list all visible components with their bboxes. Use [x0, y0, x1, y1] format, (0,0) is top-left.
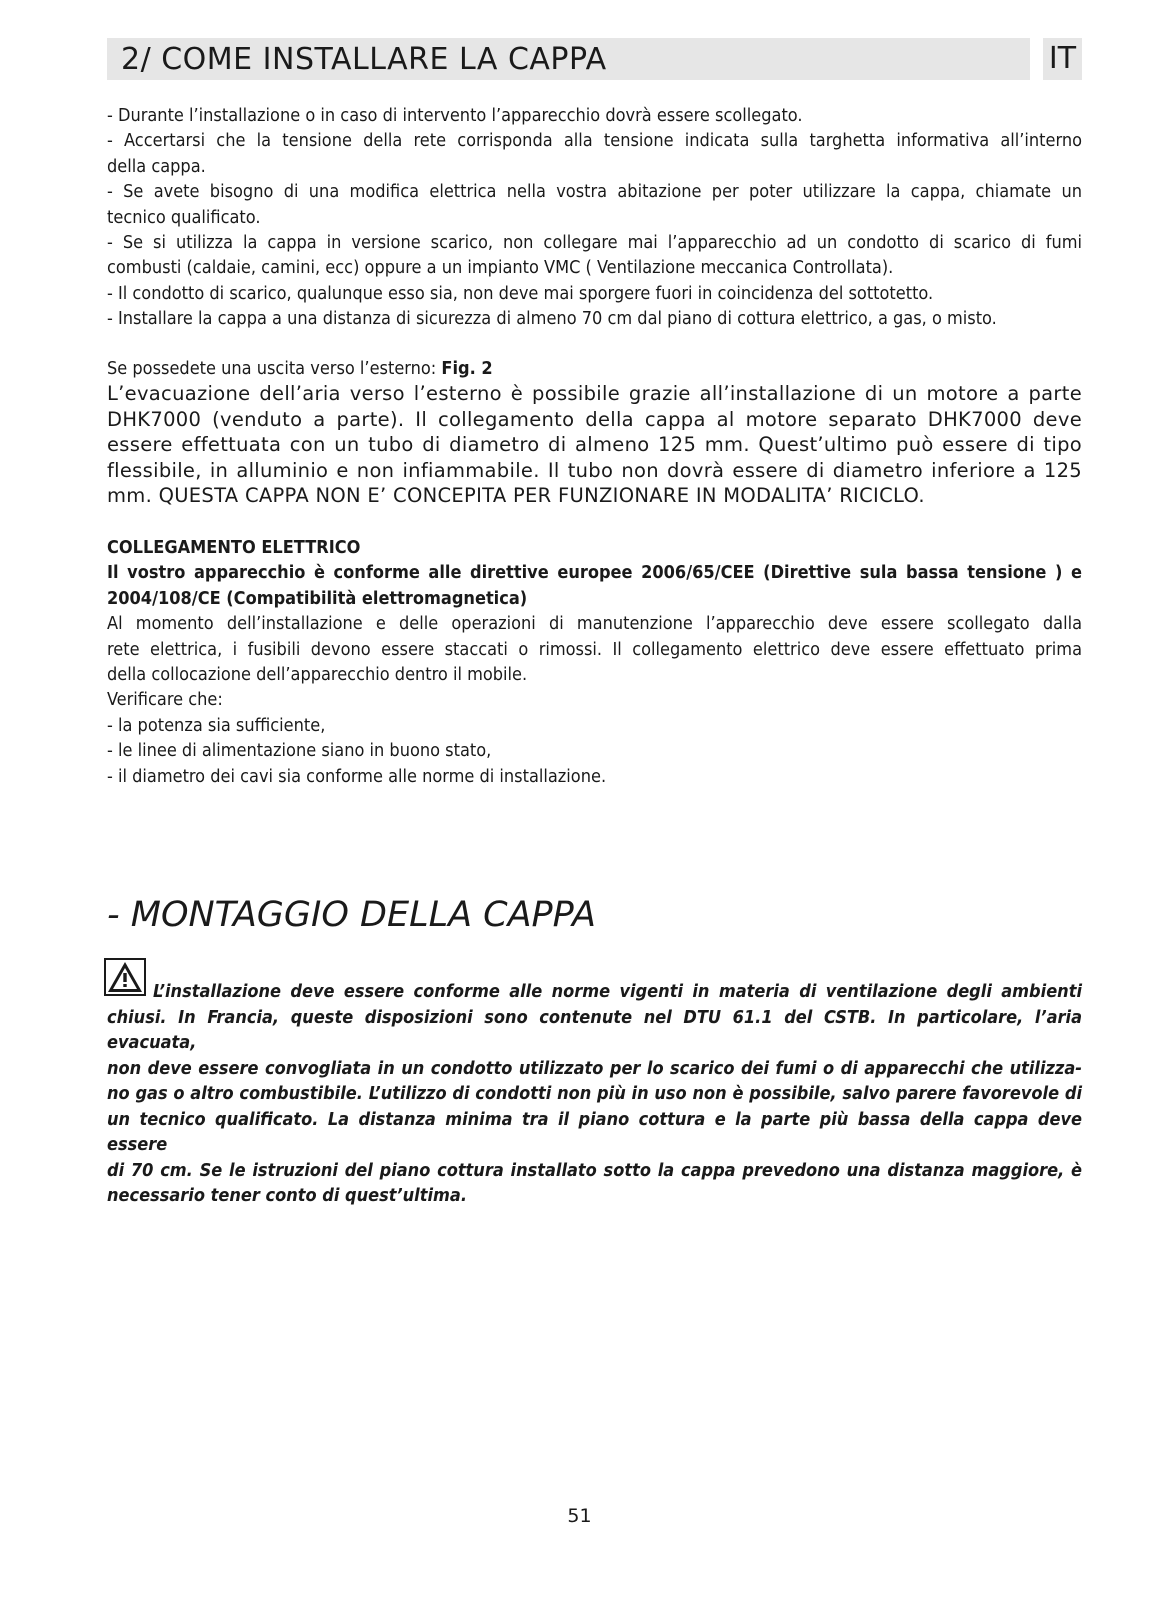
page-number: 51 — [567, 1505, 592, 1527]
warning-line: non deve essere convogliata in un condotto utilizzato per lo scarico dei fumi o di apparecchi che utilizza- — [107, 1057, 1082, 1079]
exterior-intro-text: Se possedete una uscita verso l’esterno: — [107, 358, 442, 379]
mounting-heading: - MONTAGGIO DELLA CAPPA — [107, 895, 596, 935]
warning-line: no gas o altro combustibile. L’utilizzo di condotti non più in uso non è possibile, salvo parere favorevole di — [107, 1083, 1082, 1104]
paragraph-line: L’evacuazione dell’aria verso l’esterno è possibile grazie all’installazione di un motore a parte — [107, 382, 1082, 405]
exterior-outlet-intro — [107, 356, 1082, 381]
paragraph-line: flessibile, in alluminio e non infiammabile. Il tubo non dovrà essere di diametro inferiore a 125 — [107, 458, 1082, 482]
paragraph-line: essere effettuata con un tubo di diametro di almeno 125 mm. Quest’ultimo può essere di tipo — [107, 433, 1082, 457]
instruction-line: - Se avete bisogno di una modifica elettrica nella vostra abitazione per poter utilizzare la cappa, chiamate un — [107, 181, 1082, 203]
instruction-line: - Accertarsi che la tensione della rete corrisponda alla tensione indicata sulla targhetta informativa all’interno — [107, 130, 1082, 152]
language-tag — [1043, 38, 1082, 80]
mounting-warning — [107, 979, 1082, 1209]
electrical-line: Verificare che: — [107, 689, 223, 711]
figure-reference: Fig. 2 — [441, 358, 493, 379]
electrical-line: rete elettrica, i fusibili devono essere staccati o rimossi. Il collegamento elettrico deve essere effettuato prima — [107, 638, 1082, 660]
instruction-line: - Installare la cappa a una distanza di sicurezza di almeno 70 cm dal piano di cottura elettrico, a gas, o misto. — [107, 308, 997, 330]
checklist-item: - le linee di alimentazione siano in buono stato, — [107, 740, 492, 762]
compliance-line: Il vostro apparecchio è conforme alle direttive europee 2006/65/CEE (Direttive sula bassa tensione ) e — [107, 562, 1082, 584]
section-title: 2/ COME INSTALLARE LA CAPPA — [121, 42, 607, 77]
instruction-line: - Il condotto di scarico, qualunque esso sia, non deve mai sporgere fuori in coincidenza del sottotetto. — [107, 282, 934, 304]
warning-line: necessario tener conto di quest’ultima. — [107, 1185, 467, 1206]
instruction-line: - Durante l’installazione o in caso di intervento l’apparecchio dovrà essere scollegato. — [107, 105, 803, 126]
electrical-section — [107, 535, 1082, 789]
exterior-paragraph — [107, 381, 1082, 509]
paragraph-line: DHK7000 (venduto a parte). Il collegamento della cappa al motore separato DHK7000 deve — [107, 407, 1082, 431]
section-header — [107, 38, 1082, 80]
instruction-line: combusti (caldaie, camini, ecc) oppure a un impianto VMC ( Ventilazione meccanica Controllata). — [107, 257, 894, 279]
electrical-line: Al momento dell’installazione e delle operazioni di manutenzione l’apparecchio deve essere scollegato dalla — [107, 613, 1082, 635]
instruction-line: - Se si utilizza la cappa in versione scarico, non collegare mai l’apparecchio ad un condotto di scarico di fumi — [107, 232, 1082, 254]
electrical-line: della collocazione dell’apparecchio dentro il mobile. — [107, 664, 528, 686]
warning-line: un tecnico qualificato. La distanza minima tra il piano cottura e la parte più bassa della cappa deve essere — [107, 1108, 1082, 1155]
instruction-line: tecnico qualificato. — [107, 206, 261, 228]
checklist-item: - la potenza sia sufficiente, — [107, 714, 326, 736]
instruction-line: della cappa. — [107, 155, 206, 177]
warning-line: di 70 cm. Se le istruzioni del piano cottura installato sotto la cappa prevedono una distanza maggiore, è — [107, 1159, 1082, 1181]
electrical-heading: COLLEGAMENTO ELETTRICO — [107, 537, 361, 558]
warning-line: L’installazione deve essere conforme alle norme vigenti in materia di ventilazione degli ambienti — [153, 981, 1082, 1002]
paragraph-line: mm. QUESTA CAPPA NON E’ CONCEPITA PER FUNZIONARE IN MODALITA’ RICICLO. — [107, 484, 925, 508]
warning-line: chiusi. In Francia, queste disposizioni sono contenute nel DTU 61.1 del CSTB. In particolare, l’aria evacuata, — [107, 1006, 1082, 1053]
intro-instructions — [107, 103, 1082, 332]
checklist-item: - il diametro dei cavi sia conforme alle norme di installazione. — [107, 765, 607, 787]
title-bar — [107, 38, 1030, 80]
compliance-line: 2004/108/CE (Compatibilità elettromagnetica) — [107, 587, 528, 609]
language-code: IT — [1048, 41, 1077, 76]
